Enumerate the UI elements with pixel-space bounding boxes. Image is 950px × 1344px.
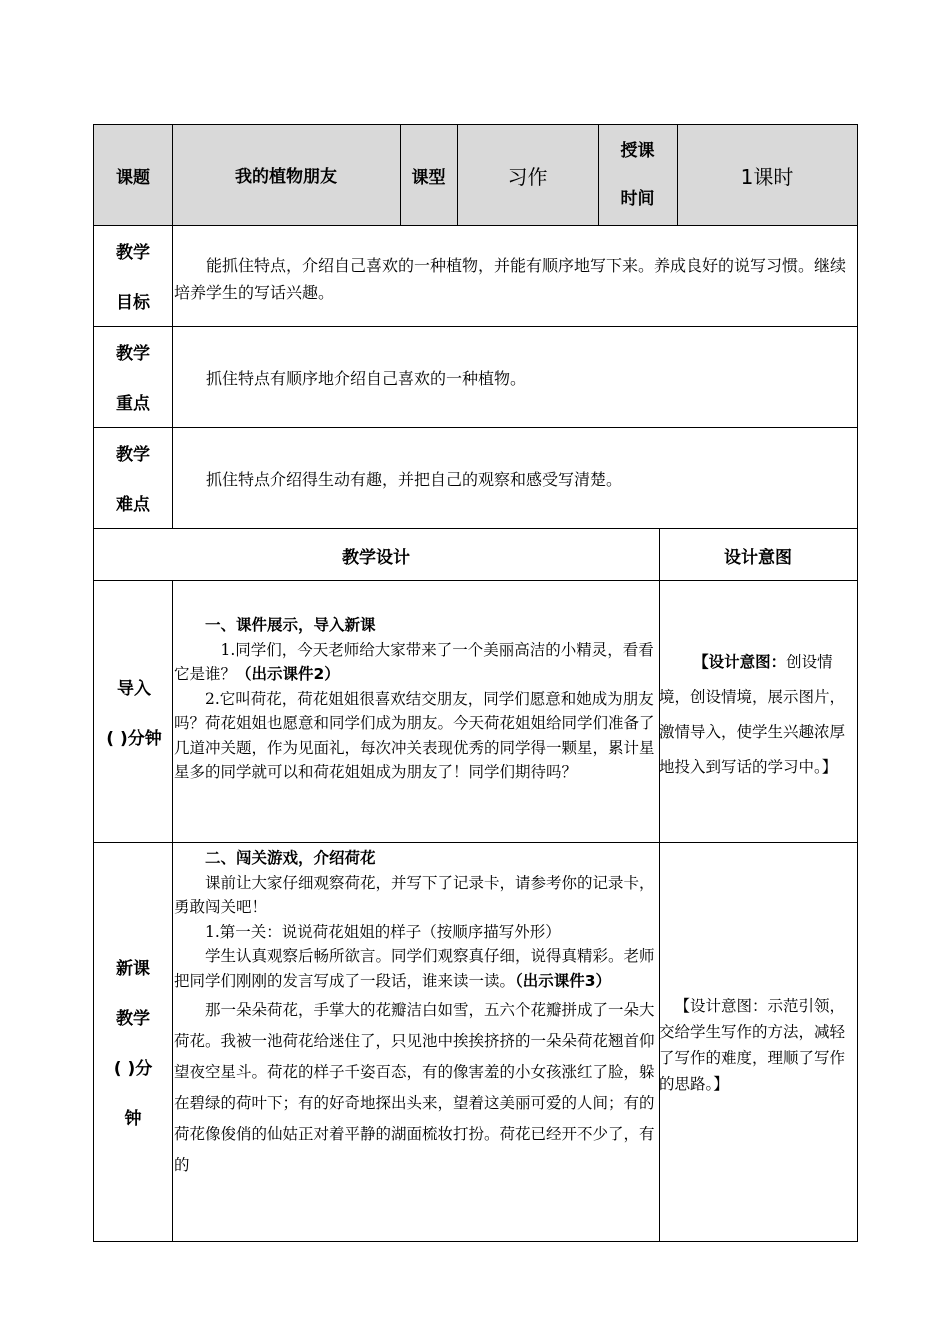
table-border-bottom (93, 1241, 858, 1242)
row-divider (93, 225, 858, 226)
difficulty-text: 抓住特点介绍得生动有趣，并把自己的观察和感受写清楚。 (206, 470, 623, 489)
row-divider (93, 842, 858, 843)
new-lesson-design-intent: 【设计意图：示范引领，交给学生写作的方法，减轻了写作的难度，理顺了写作的思路。】 (659, 997, 846, 1093)
intro-design-intent: 【设计意图：创设情境，创设情境，展示图片，激情导入，使学生兴趣浓厚地投入到写话的学习中。】 (659, 653, 846, 776)
design-label: 教学设计 (342, 547, 410, 568)
goal-text: 能抓住特点，介绍自己喜欢的一种植物，并能有顺序地写下来。养成良好的说写习惯。继续培养学生的写话兴趣。 (174, 256, 847, 302)
row-divider (93, 326, 858, 327)
intro-heading: 一、课件展示，导入新课 (205, 616, 376, 634)
new-lesson-paragraph-2: 1.第一关：说说荷花姐姐的样子（按顺序描写外形） (205, 922, 561, 941)
new-lesson-paragraph-1: 课前让大家仔细观察荷花，并写下了记录卡，请参考你的记录卡，勇敢闯关吧！ (174, 873, 655, 916)
topic-label: 课题 (116, 167, 150, 188)
new-lesson-content (174, 846, 660, 1181)
intro-content (174, 613, 660, 785)
intent-label: 设计意图 (724, 547, 792, 568)
new-lesson-sample-text: 那一朵朵荷花，手掌大的花瓣洁白如雪，五六个花瓣拼成了一朵大荷花。我被一池荷花给迷住了，只见池中挨挨挤挤的一朵朵荷花翘首仰望夜空星斗。荷花的样子千姿百态，有的像害羞的小女孩涨红了脸，躲在碧绿的荷叶下；有的好奇地探出头来，望着这美丽可爱的人间；有的荷花像俊俏的仙姑正对着平静的湖面梳妆打扮。荷花已经开不少了，有的 (174, 1001, 655, 1174)
difficulty-label: 教学 难点 (116, 445, 150, 515)
new-lesson-label: 新课 教学 ( )分 钟 (113, 959, 153, 1129)
topic-value: 我的植物朋友 (235, 166, 337, 187)
intro-label: 导入 ( )分钟 (106, 679, 162, 749)
intro-paragraph-2: 2.它叫荷花，荷花姐姐很喜欢结交朋友，同学们愿意和她成为朋友吗？荷花姐姐也愿意和同学们成为朋友。今天荷花姐姐给同学们准备了几道冲关题，作为见面礼，每次冲关表现优秀的同学得一颗星，累计星星多的同学就可以和荷花姐姐成为朋友了！同学们期待吗？ (174, 689, 655, 781)
type-value: 习作 (507, 164, 548, 189)
focus-label: 教学 重点 (116, 344, 150, 414)
intro-paragraph-1: 1.同学们，今天老师给大家带来了一个美丽高洁的小精灵，看看它是谁？（出示课件2） (174, 640, 654, 683)
hours-value: 1课时 (740, 164, 794, 189)
row-divider (93, 427, 858, 428)
new-lesson-heading: 二、闯关游戏，介绍荷花 (205, 849, 376, 867)
type-label: 课型 (411, 167, 446, 188)
time-label: 授课 时间 (620, 141, 655, 209)
focus-text: 抓住特点有顺序地介绍自己喜欢的一种植物。 (206, 369, 527, 388)
new-lesson-paragraph-3: 学生认真观察后畅所欲言。同学们观察真仔细，说得真精彩。老师把同学们刚刚的发言写成了一段话，谁来读一读。（出示课件3） (174, 947, 655, 990)
goal-label: 教学 目标 (116, 243, 150, 313)
